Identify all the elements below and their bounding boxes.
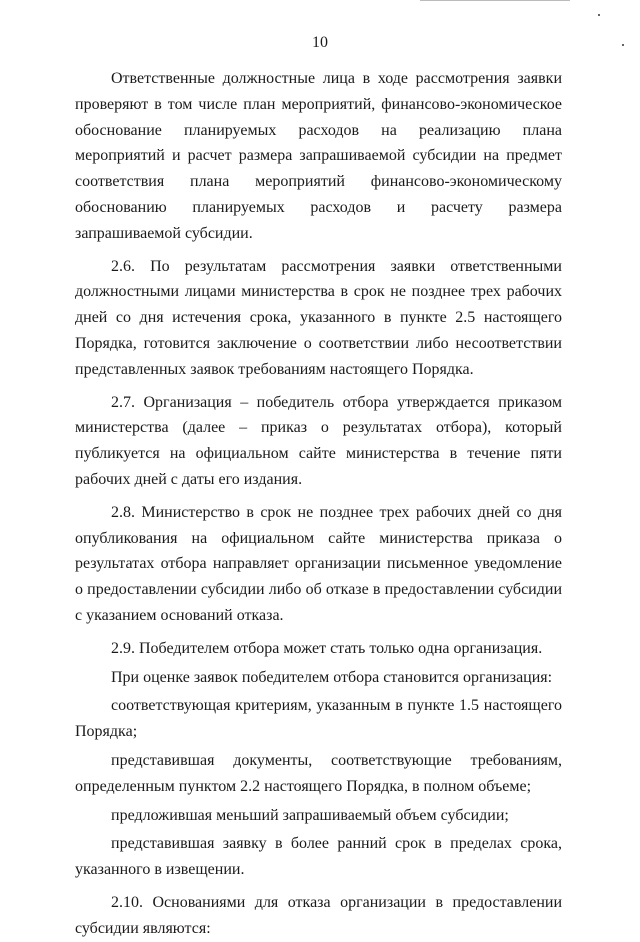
paragraph: 2.8. Министерство в срок не позднее трех рабочих дней со дня опубликования на официальном сайте министерства приказа о результатах отбора направляет организации письменное уведомление о предоставлении субсидии либо об отказе в предоставлении субсидии с указанием оснований отказа.: [75, 503, 562, 624]
paragraph: Ответственные должностные лица в ходе рассмотрения заявки проверяют в том числе план мероприятий, финансово-экономическое обоснование планируемых расходов на реализацию плана мероприятий и расчет размера запрашиваемой субсидии на предмет соответствия плана мероприятий финансово-экономическому обоснованию планируемых расходов и расчету размера запрашиваемой субсидии.: [75, 70, 562, 242]
page-number: 10: [312, 34, 328, 51]
paragraph: 2.6. По результатам рассмотрения заявки ответственными должностными лицами министерства в срок не позднее трех рабочих дней со дня истечения срока, указанного в пункте 2.5 настоящего Порядка, готовится заключение о соответствии либо несоответствии представленных заявок требованиям настоящего Порядка.: [75, 257, 562, 378]
paragraph: соответствующая критериям, указанным в пункте 1.5 настоящего Порядка;: [75, 697, 562, 741]
paragraph: 2.9. Победителем отбора может стать только одна организация.: [111, 639, 543, 657]
scan-speck-mark: [598, 14, 600, 16]
document-body: [75, 66, 562, 942]
paragraph: представившая документы, соответствующие требованиям, определенным пунктом 2.2 настоящего Порядка, в полном объеме;: [75, 751, 562, 795]
scan-edge-line: [420, 0, 570, 1]
paragraph: 2.10. Основаниями для отказа организации в предоставлении субсидии являются:: [75, 893, 562, 937]
paragraph: представившая заявку в более ранний срок в пределах срока, указанного в извещении.: [75, 835, 562, 879]
paragraph: При оценке заявок победителем отбора становится организация:: [111, 668, 553, 686]
paragraph: 2.7. Организация – победитель отбора утверждается приказом министерства (далее – приказ о результатах отбора), который публикуется на официальном сайте министерства в течение пяти рабочих дней с даты его издания.: [75, 393, 562, 488]
paragraph: предложившая меньший запрашиваемый объем субсидии;: [111, 806, 509, 824]
